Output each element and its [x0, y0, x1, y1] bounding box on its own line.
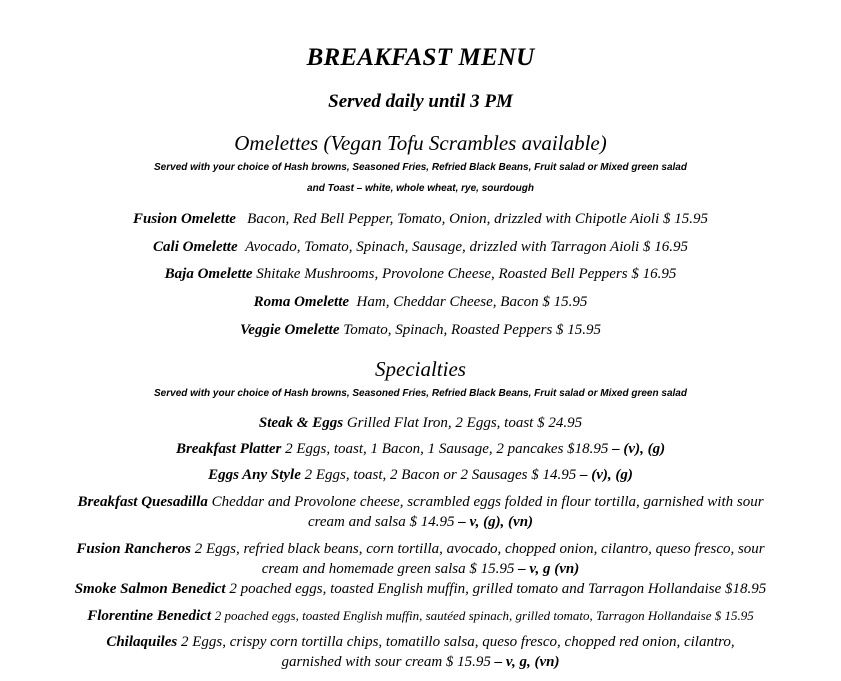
item-desc-cont: cream and homemade green salsa $ 15.95	[261, 561, 515, 577]
dietary-tag: – (v), (g)	[580, 467, 633, 483]
item-desc: 2 poached eggs, toasted English muffin, grilled tomato and Tarragon Hollandaise $18.95	[225, 581, 767, 597]
item-name: Roma Omelette	[253, 294, 350, 310]
menu-item-chilaquiles	[0, 634, 841, 651]
item-desc-cont: cream and salsa $ 14.95	[307, 514, 455, 530]
menu-subtitle: Served daily until 3 PM	[328, 91, 513, 112]
menu-item-roma-omelette	[0, 294, 841, 311]
dietary-tag: – v, (g), (vn)	[458, 514, 534, 530]
item-name: Veggie Omelette	[239, 322, 340, 338]
item-desc: Cheddar and Provolone cheese, scrambled eggs folded in flour tortilla, garnished with sour	[211, 494, 764, 510]
item-desc: Grilled Flat Iron, 2 Eggs, toast $ 24.95	[346, 415, 583, 431]
item-desc: Shitake Mushrooms, Provolone Cheese, Roasted Bell Peppers $ 16.95	[256, 266, 677, 282]
omelettes-heading: Omelettes (Vegan Tofu Scrambles available)	[234, 131, 607, 155]
item-name: Smoke Salmon Benedict	[74, 581, 226, 597]
item-name: Baja Omelette	[164, 266, 253, 282]
item-name: Breakfast Platter	[175, 441, 282, 457]
menu-item-breakfast-quesadilla-cont	[0, 514, 841, 531]
item-desc: 2 Eggs, refried black beans, corn tortilla, avocado, chopped onion, cilantro, queso fresco, sour	[194, 541, 765, 557]
item-desc: Ham, Cheddar Cheese, Bacon $ 15.95	[356, 294, 588, 310]
specialties-note: Served with your choice of Hash browns, Seasoned Fries, Refried Black Beans, Fruit salad or Mixed green salad	[154, 388, 687, 399]
dietary-tag: – v, g (vn)	[518, 561, 580, 577]
menu-item-steak-eggs	[0, 415, 841, 432]
item-name: Fusion Omelette	[133, 211, 236, 227]
dietary-tag: – (v), (g)	[612, 441, 666, 457]
menu-item-breakfast-quesadilla	[0, 494, 841, 511]
item-desc: Bacon, Red Bell Pepper, Tomato, Onion, drizzled with Chipotle Aioli $ 15.95	[247, 211, 708, 227]
menu-item-veggie-omelette	[0, 322, 841, 339]
menu-item-fusion-omelette	[0, 211, 841, 228]
item-name: Cali Omelette	[153, 239, 238, 255]
item-desc: Avocado, Tomato, Spinach, Sausage, drizzled with Tarragon Aioli $ 16.95	[245, 239, 688, 255]
item-desc: Tomato, Spinach, Roasted Peppers $ 15.95	[343, 322, 602, 338]
menu-item-fusion-rancheros	[0, 541, 841, 558]
menu-title: BREAKFAST MENU	[306, 44, 535, 71]
item-desc: 2 Eggs, crispy corn tortilla chips, tomatillo salsa, queso fresco, chopped red onion, cilantro,	[180, 634, 735, 650]
item-name: Chilaquiles	[106, 634, 178, 650]
menu-item-fusion-rancheros-cont	[0, 561, 841, 578]
specialties-heading: Specialties	[375, 357, 466, 381]
item-name: Florentine Benedict	[87, 608, 211, 624]
item-desc: 2 Eggs, toast, 1 Bacon, 1 Sausage, 2 pancakes $18.95	[285, 441, 609, 457]
dietary-tag: – v, g, (vn)	[494, 654, 560, 670]
item-name: Steak & Eggs	[258, 415, 344, 431]
menu-item-florentine-benedict	[0, 608, 841, 625]
menu-item-smoke-salmon-benedict	[0, 581, 841, 598]
item-name: Eggs Any Style	[208, 467, 301, 483]
menu-item-cali-omelette	[0, 239, 841, 256]
menu-item-baja-omelette	[0, 266, 841, 283]
omelettes-note-line1: Served with your choice of Hash browns, Seasoned Fries, Refried Black Beans, Fruit salad or Mixed green salad	[154, 162, 687, 173]
item-desc-cont: garnished with sour cream $ 15.95	[281, 654, 491, 670]
item-desc: 2 poached eggs, toasted English muffin, sautéed spinach, grilled tomato, Tarragon Hollandaise $ 15.95	[214, 608, 754, 623]
menu-item-chilaquiles-cont	[0, 654, 841, 671]
item-name: Fusion Rancheros	[76, 541, 191, 557]
item-name: Breakfast Quesadilla	[77, 494, 208, 510]
omelettes-note-line2: and Toast – white, whole wheat, rye, sourdough	[307, 183, 534, 194]
menu-item-breakfast-platter	[0, 441, 841, 458]
item-desc: 2 Eggs, toast, 2 Bacon or 2 Sausages $ 14.95	[304, 467, 577, 483]
menu-item-eggs-any-style	[0, 467, 841, 484]
